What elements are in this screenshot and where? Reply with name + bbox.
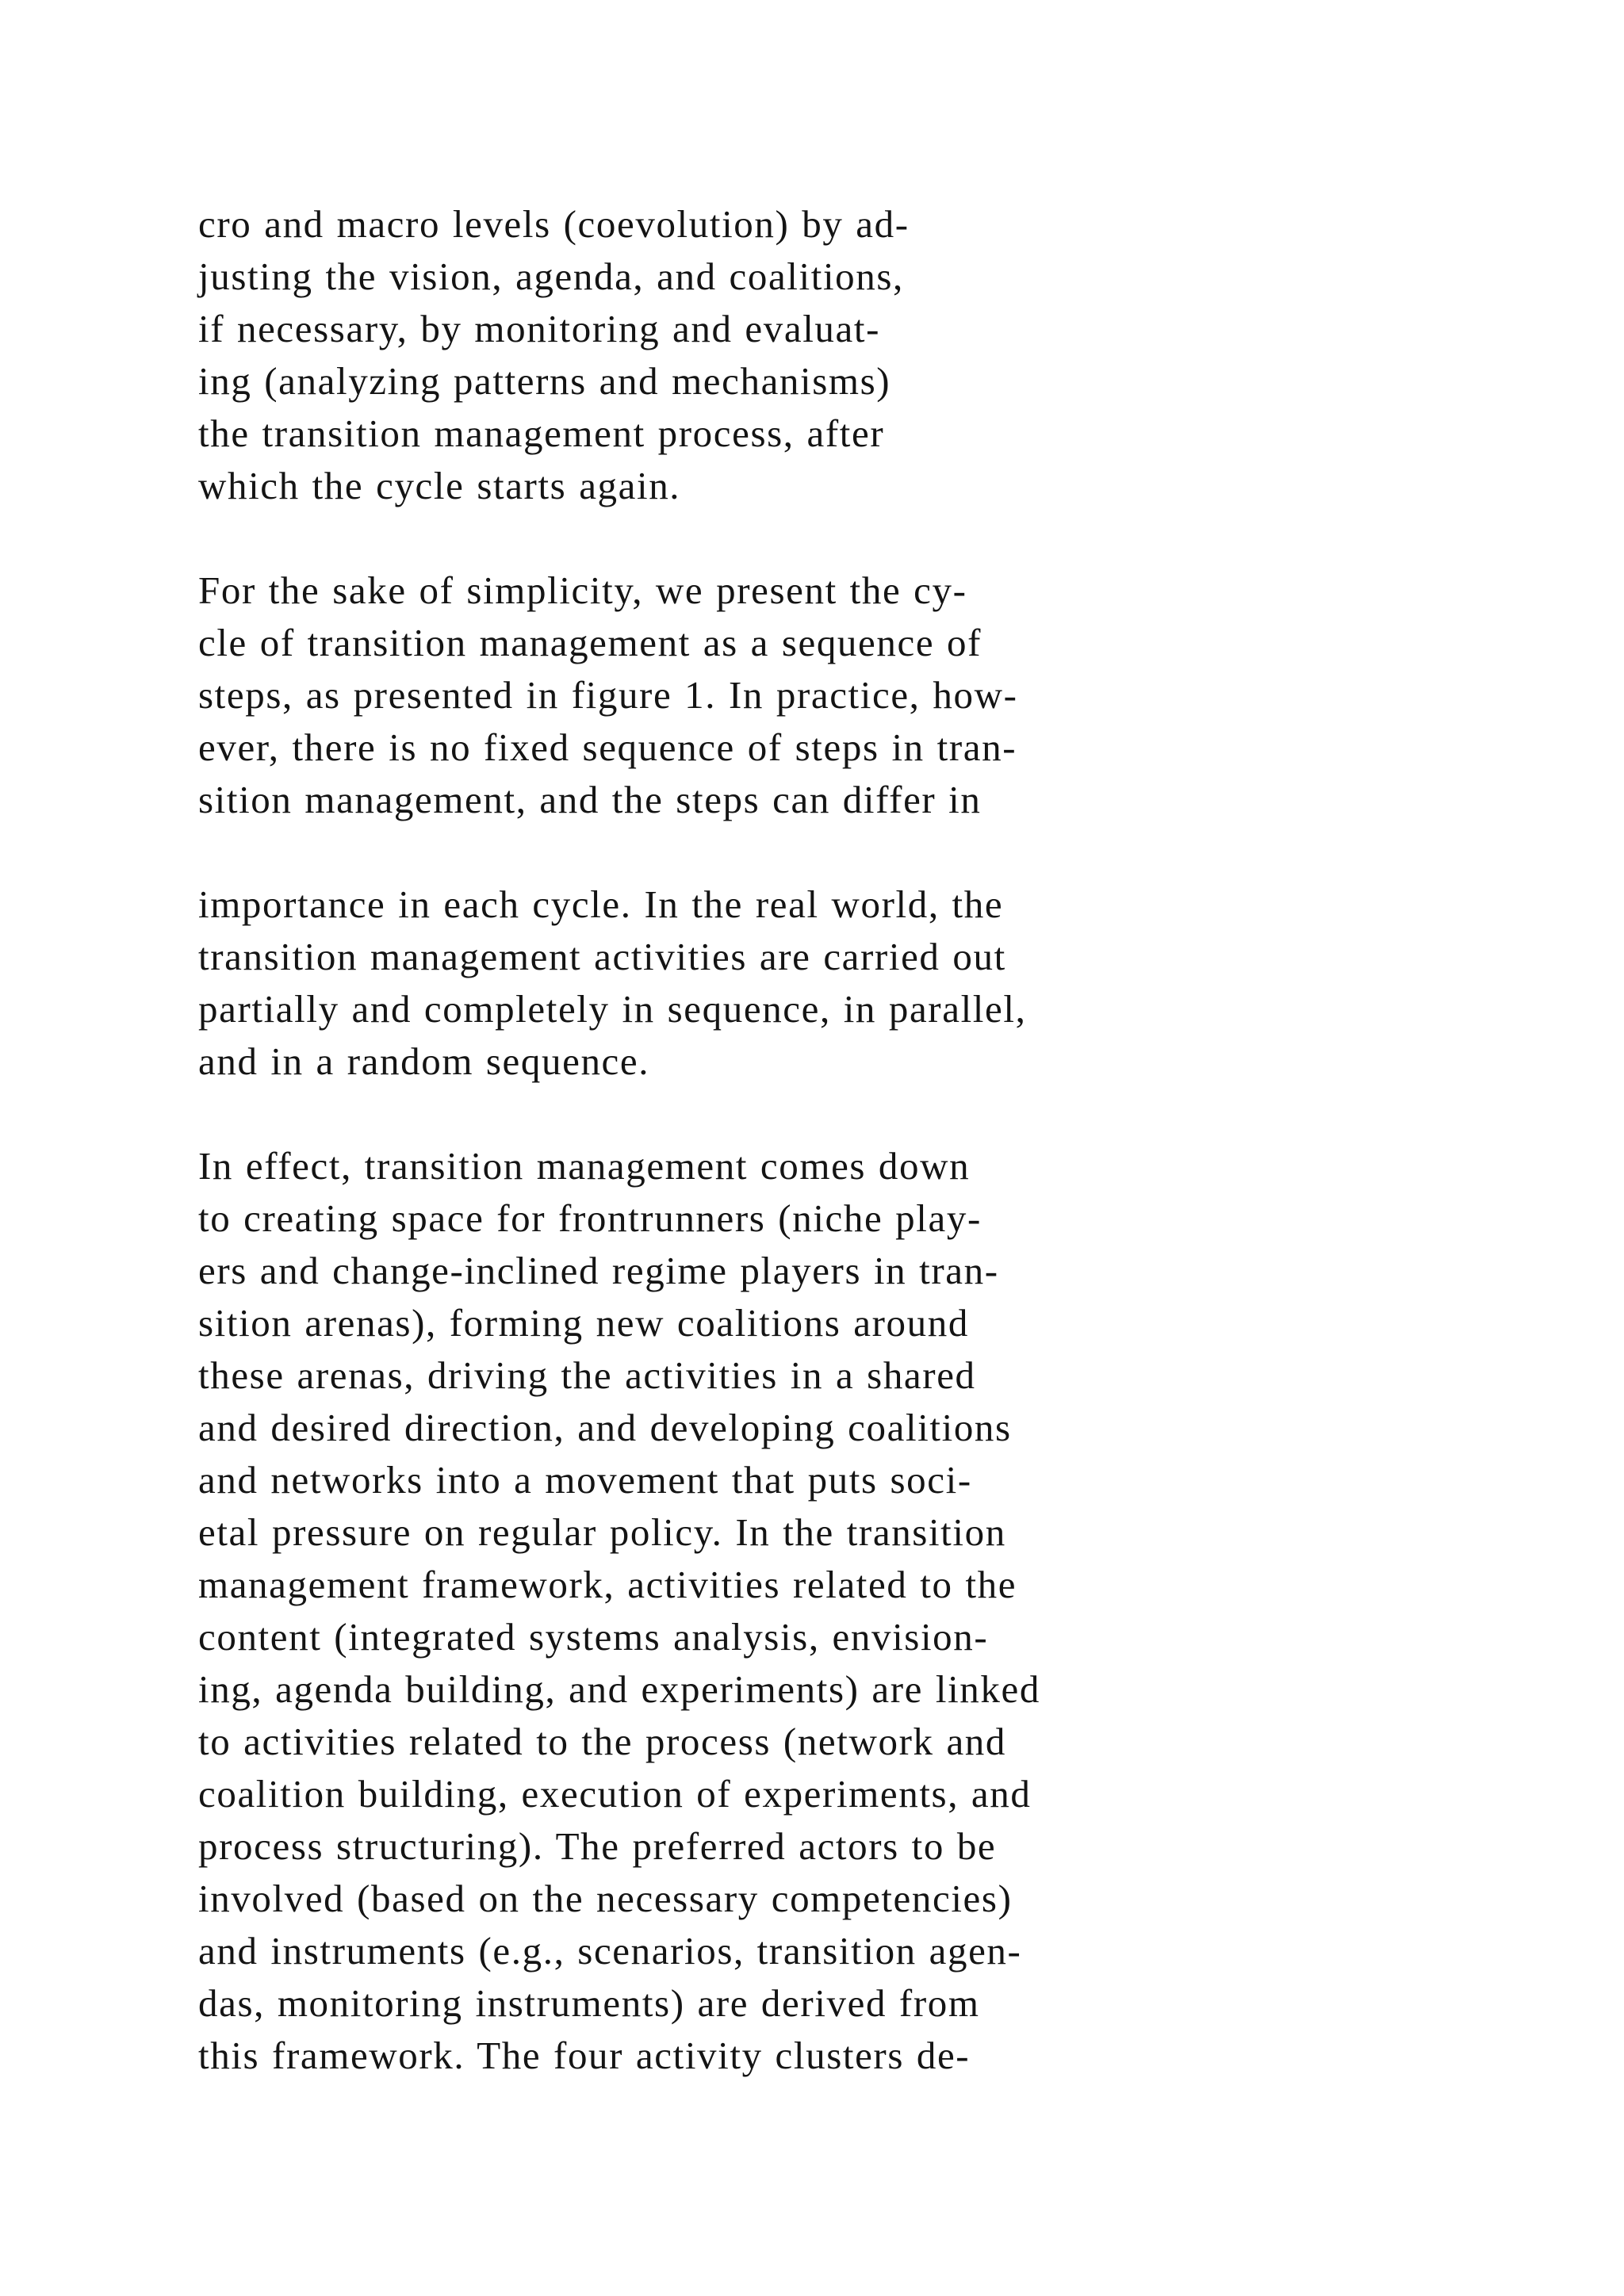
text-line: this framework. The four activity clusters de-: [198, 2034, 971, 2077]
paragraph-3: [198, 878, 1467, 1088]
text-line: and in a random sequence.: [198, 1039, 650, 1083]
text-line: if necessary, by monitoring and evaluat-: [198, 307, 881, 350]
text-line: the transition management process, after: [198, 411, 885, 455]
text-line: involved (based on the necessary competencies): [198, 1877, 1013, 1920]
text-line: and instruments (e.g., scenarios, transition agen-: [198, 1929, 1022, 1973]
paragraph-gap: [198, 826, 1467, 878]
text-line: coalition building, execution of experiments, and: [198, 1772, 1032, 1816]
text-line: etal pressure on regular policy. In the transition: [198, 1510, 1006, 1554]
text-line: management framework, activities related to the: [198, 1563, 1017, 1606]
text-line: these arenas, driving the activities in a shared: [198, 1353, 976, 1397]
text-line: to creating space for frontrunners (niche play-: [198, 1196, 982, 1240]
text-line: ing, agenda building, and experiments) are linked: [198, 1667, 1040, 1711]
text-line: transition management activities are carried out: [198, 935, 1006, 978]
text-line: and desired direction, and developing coalitions: [198, 1406, 1012, 1449]
text-line: and networks into a movement that puts soci-: [198, 1458, 972, 1502]
text-line: cle of transition management as a sequence of: [198, 621, 982, 664]
text-line: to activities related to the process (network and: [198, 1720, 1006, 1763]
paragraph-gap: [198, 1088, 1467, 1140]
text-line: which the cycle starts again.: [198, 464, 681, 507]
text-line: content (integrated systems analysis, envision-: [198, 1615, 989, 1659]
text-line: For the sake of simplicity, we present the cy-: [198, 568, 967, 612]
text-line: ever, there is no fixed sequence of steps in tran-: [198, 725, 1017, 769]
text-line: sition arenas), forming new coalitions around: [198, 1301, 969, 1345]
text-line: steps, as presented in figure 1. In practice, how-: [198, 673, 1018, 717]
text-line: partially and completely in sequence, in parallel,: [198, 987, 1027, 1031]
text-line: importance in each cycle. In the real world, the: [198, 882, 1004, 926]
text-line: sition management, and the steps can differ in: [198, 778, 982, 821]
body-text: [198, 198, 1467, 2082]
paragraph-2: [198, 564, 1467, 826]
text-line: justing the vision, agenda, and coalitions,: [198, 254, 904, 298]
text-line: cro and macro levels (coevolution) by ad-: [198, 202, 910, 246]
paragraph-1: [198, 198, 1467, 512]
text-line: ing (analyzing patterns and mechanisms): [198, 359, 891, 403]
text-line: In effect, transition management comes down: [198, 1144, 971, 1188]
paragraph-gap: [198, 512, 1467, 564]
text-line: ers and change-inclined regime players in tran-: [198, 1249, 999, 1292]
text-line: process structuring). The preferred actors to be: [198, 1824, 997, 1868]
text-line: das, monitoring instruments) are derived from: [198, 1981, 980, 2025]
paragraph-4: [198, 1140, 1467, 2082]
